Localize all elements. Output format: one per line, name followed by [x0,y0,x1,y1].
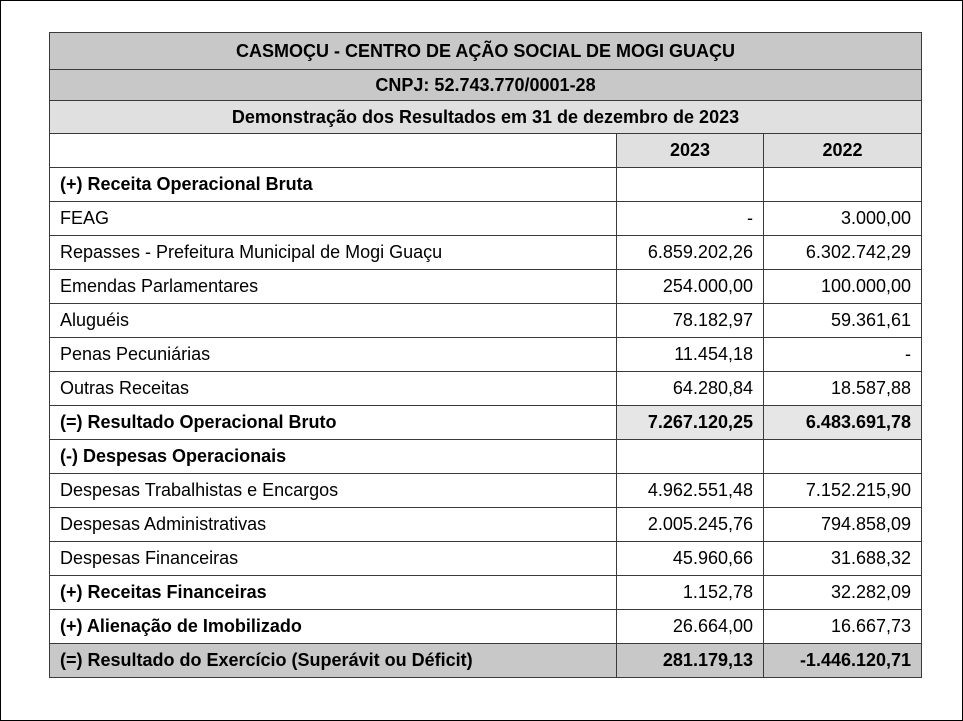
row-label: Despesas Administrativas [50,508,617,542]
table-row [50,508,922,542]
value-2023: 64.280,84 [617,372,764,406]
table-row [50,202,922,236]
value-2022: 31.688,32 [764,542,922,576]
value-2022 [764,440,922,474]
value-2022: 59.361,61 [764,304,922,338]
row-label: FEAG [50,202,617,236]
income-statement-table [49,32,922,678]
value-2023: 7.267.120,25 [617,406,764,440]
value-2022: 3.000,00 [764,202,922,236]
year-2023-header: 2023 [617,134,764,168]
row-label: Repasses - Prefeitura Municipal de Mogi Guaçu [50,236,617,270]
row-label: Despesas Financeiras [50,542,617,576]
entity-name: CASMOÇU - CENTRO DE AÇÃO SOCIAL DE MOGI GUAÇU [50,33,922,70]
value-2023: 1.152,78 [617,576,764,610]
table-row [50,610,922,644]
value-2022: 6.302.742,29 [764,236,922,270]
table-row [50,542,922,576]
value-2022: 100.000,00 [764,270,922,304]
label-column-header [50,134,617,168]
row-label: (=) Resultado Operacional Bruto [50,406,617,440]
row-label: (=) Resultado do Exercício (Superávit ou Déficit) [50,644,617,678]
row-label: (-) Despesas Operacionais [50,440,617,474]
table-row [50,338,922,372]
value-2022: -1.446.120,71 [764,644,922,678]
table-row [50,372,922,406]
row-label: Outras Receitas [50,372,617,406]
value-2023: 254.000,00 [617,270,764,304]
value-2022 [764,168,922,202]
value-2023: 6.859.202,26 [617,236,764,270]
value-2022: 794.858,09 [764,508,922,542]
row-label: (+) Receitas Financeiras [50,576,617,610]
table-row [50,236,922,270]
value-2023: 45.960,66 [617,542,764,576]
row-label: (+) Alienação de Imobilizado [50,610,617,644]
row-label: Despesas Trabalhistas e Encargos [50,474,617,508]
value-2022: 7.152.215,90 [764,474,922,508]
value-2023 [617,440,764,474]
row-label: Emendas Parlamentares [50,270,617,304]
value-2022: 32.282,09 [764,576,922,610]
value-2022: 16.667,73 [764,610,922,644]
value-2022: 6.483.691,78 [764,406,922,440]
value-2023: 281.179,13 [617,644,764,678]
year-2022-header: 2022 [764,134,922,168]
subtotal-row [50,406,922,440]
table-row [50,168,922,202]
statement-title: Demonstração dos Resultados em 31 de dezembro de 2023 [50,101,922,134]
result-row [50,644,922,678]
row-label: Penas Pecuniárias [50,338,617,372]
value-2023: 11.454,18 [617,338,764,372]
value-2023: - [617,202,764,236]
value-2022: 18.587,88 [764,372,922,406]
value-2022: - [764,338,922,372]
value-2023: 2.005.245,76 [617,508,764,542]
table-row [50,576,922,610]
table-row [50,270,922,304]
value-2023: 4.962.551,48 [617,474,764,508]
value-2023 [617,168,764,202]
row-label: (+) Receita Operacional Bruta [50,168,617,202]
row-label: Aluguéis [50,304,617,338]
cnpj: CNPJ: 52.743.770/0001-28 [50,70,922,101]
value-2023: 26.664,00 [617,610,764,644]
table-row [50,440,922,474]
table-row [50,474,922,508]
table-row [50,304,922,338]
value-2023: 78.182,97 [617,304,764,338]
